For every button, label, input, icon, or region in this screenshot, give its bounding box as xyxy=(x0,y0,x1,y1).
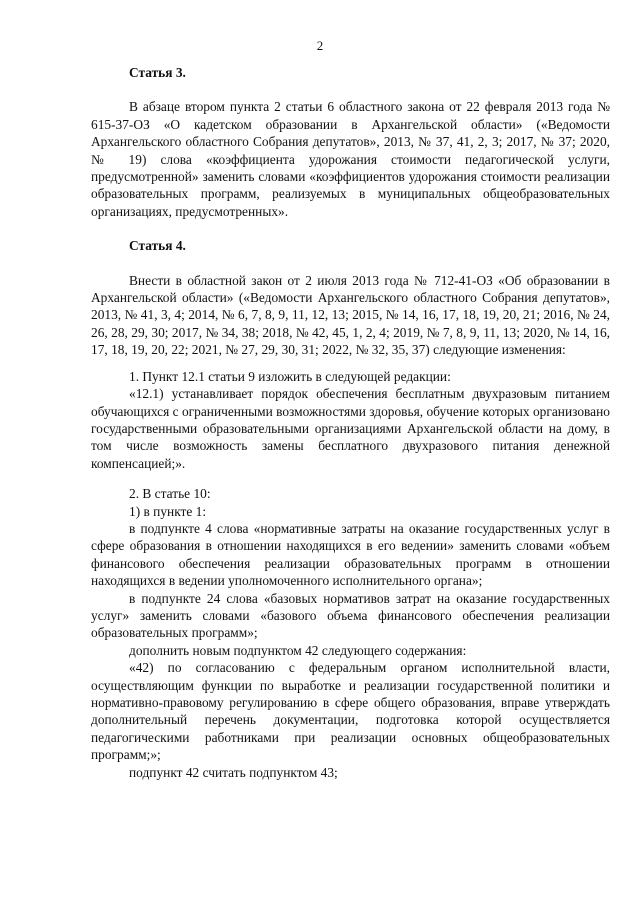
item-2-subitem-1: 1) в пункте 1: xyxy=(129,503,207,519)
item-1-text: «12.1) устанавливает порядок обеспечения бесплатным двухразовым питанием обучающихся с ограниченными возможностями здоровья, обучение которых организовано государственными образовательными организациями Архангельской области на дому, в том числе возможность замены бесплатного двухразового питания денежной компенсацией;». xyxy=(91,386,610,471)
article-3-title: Статья 3. xyxy=(129,65,186,80)
item-2-paragraph-1: в подпункте 4 слова «нормативные затраты на оказание государственных услуг в сфере образования в отношении находящихся в его ведении» заменить словами «объем финансового обеспечения реализации образовательных программ в отношении находящихся в ведении уполномоченного исполнительного органа»; xyxy=(91,520,610,589)
item-1-heading: 1. Пункт 12.1 статьи 9 изложить в следующей редакции: xyxy=(129,368,451,384)
item-2-paragraph-5: подпункт 42 считать подпунктом 43; xyxy=(129,764,338,780)
item-2-heading: 2. В статье 10: xyxy=(129,486,211,502)
item-2-paragraph-3: дополнить новым подпунктом 42 следующего содержания: xyxy=(129,642,467,658)
article-4-title: Статья 4. xyxy=(129,238,186,254)
article-3 xyxy=(91,64,610,220)
article-4 xyxy=(91,237,610,781)
item-2-paragraph-4: «42) по согласованию с федеральным органом исполнительной власти, осуществляющим функции по выработке и реализации государственной политики и нормативно-правовому регулированию в сфере общего образования, вправе утверждать дополнительный перечень документации, подготовка которой осуществляется педагогическими работниками при реализации основных общеобразовательных программ;»; xyxy=(91,660,610,763)
document-body xyxy=(91,64,610,781)
item-2-paragraph-2: в подпункте 24 слова «базовых нормативов затрат на оказание государственных услуг» заменить словами «базового объема финансового обеспечения реализации образовательных программ»; xyxy=(91,590,610,641)
article-4-intro: Внести в областной закон от 2 июля 2013 года № 712-41-ОЗ «Об образовании в Архангельской области» («Ведомости Архангельского областного Собрания депутатов», 2013, № 41, 3, 4; 2014, № 6, 7, 8, 9, 11, 12, 13; 2015, № 14, 16, 17, 18, 19, 20, 21; 2016, № 24, 26, 28, 29, 30; 2017, № 34, 38; 2018, № 42, 45, 1, 2, 4; 2019, № 7, 8, 9, 11, 13; 2020, № 14, 16, 17, 18, 19, 20, 22; 2021, № 27, 29, 30, 31; 2022, № 32, 35, 37) следующие изменения: xyxy=(91,272,610,358)
page-number: 2 xyxy=(316,38,324,53)
article-3-text: В абзаце втором пункта 2 статьи 6 областного закона от 22 февраля 2013 года № 615-37-ОЗ «О кадетском образовании в Архангельской области» («Ведомости Архангельского областного Собрания депутатов», 2013, № 37, 41, 2, 3; 2017, № 37; 2020, № 19) слова «коэффициента удорожания стоимости педагогической услуги, предусмотренной» заменить словами «коэффициентов удорожания стоимости реализации образовательных программ, реализуемых в муниципальных общеобразовательных организациях, предусмотренных». xyxy=(91,99,610,219)
